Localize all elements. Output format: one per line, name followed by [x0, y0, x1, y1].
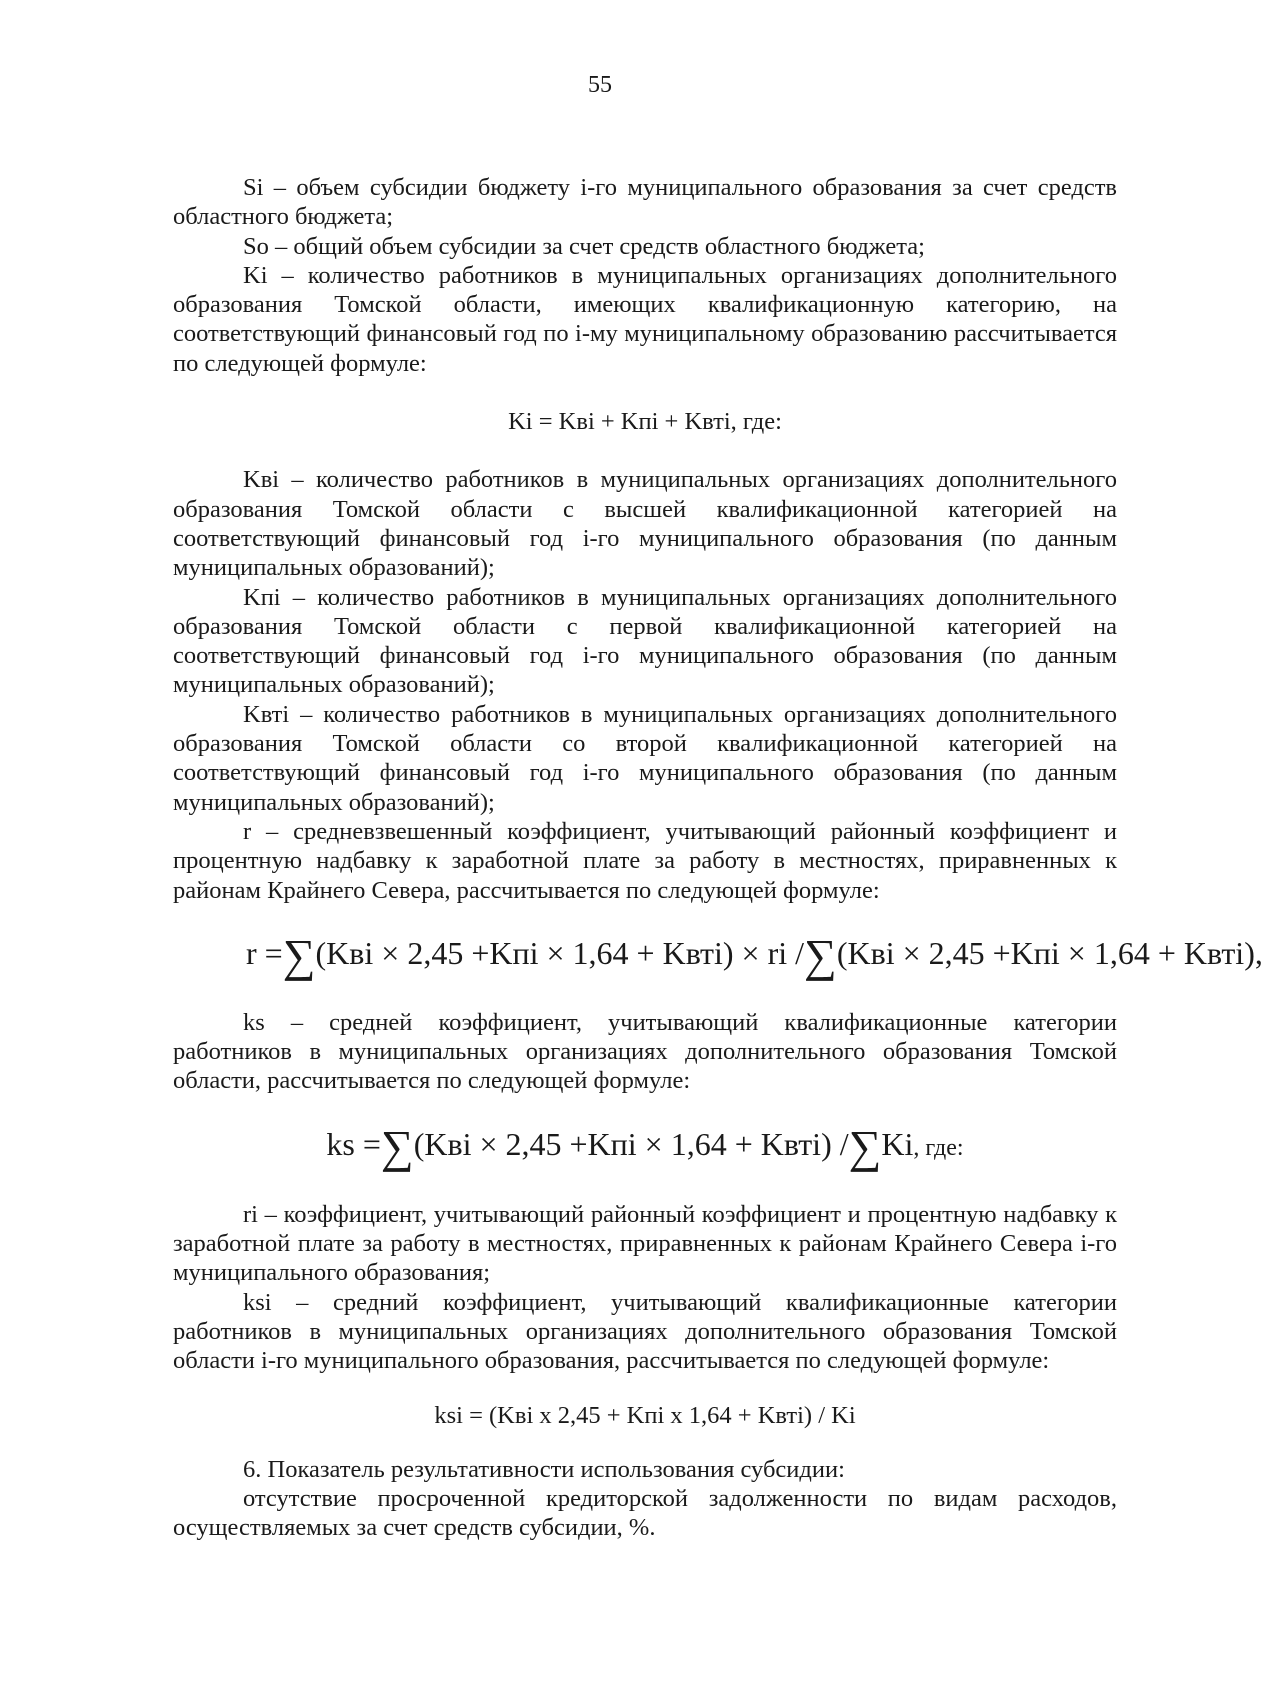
paragraph-kpi: Kпi – количество работников в муниципальных организациях дополнительного образования Томской области с первой квалификационной категорией на соответствующий финансовый год i-го муниципального образования (по данным муниципальных образований);	[173, 583, 1117, 699]
formula-ks-where: , где:	[913, 1134, 964, 1161]
paragraph-kvi: Kвi – количество работников в муниципальных организациях дополнительного образования Томской области с высшей квалификационной категорией на соответствующий финансовый год i-го муниципального образования (по данным муниципальных образований);	[173, 466, 1117, 582]
paragraph-ks: ks – средней коэффициент, учитывающий квалификационные категории работников в муниципальных организациях дополнительного образования Томской области, рассчитывается по следующей формуле:	[173, 1008, 1117, 1095]
formula-ki: Ki = Kвi + Kпi + Kвтi, где:	[508, 408, 782, 436]
formula-r-denominator: (Kвi × 2,45 +Kпi × 1,64 + Kвтi),	[836, 934, 1263, 971]
paragraph-ri: ri – коэффициент, учитывающий районный коэффициент и процентную надбавку к заработной плате за работу в местностях, приравненных к районам Крайнего Севера i-го муниципального образования;	[173, 1200, 1117, 1287]
sum-symbol: ∑	[282, 929, 316, 981]
paragraph-so: So – общий объем субсидии за счет средств областного бюджета;	[243, 232, 925, 260]
sum-symbol: ∑	[848, 1120, 882, 1172]
paragraph-indicator-heading: 6. Показатель результативности использования субсидии:	[243, 1455, 845, 1483]
formula-ks-numerator: (Kвi × 2,45 +Kпi × 1,64 + Kвтi) /	[413, 1125, 849, 1162]
sum-symbol: ∑	[804, 929, 837, 981]
paragraph-si: Si – объем субсидии бюджету i-го муниципального образования за счет средств областного бюджета;	[173, 174, 1117, 231]
formula-ks	[173, 1120, 1117, 1172]
page-number: 55	[588, 72, 612, 98]
formula-ks-lhs: ks =	[326, 1125, 381, 1162]
formula-ks-denominator: Ki	[881, 1125, 914, 1162]
paragraph-ksi: ksi – средний коэффициент, учитывающий квалификационные категории работников в муниципальных организациях дополнительного образования Томской области i-го муниципального образования, рассчитывается по следующей формуле:	[173, 1288, 1117, 1375]
paragraph-ki: Ki – количество работников в муниципальных организациях дополнительного образования Томской области, имеющих квалификационную категорию, на соответствующий финансовый год по i-му муниципальному образованию рассчитывается по следующей формуле:	[173, 261, 1117, 377]
paragraph-indicator-text: отсутствие просроченной кредиторской задолженности по видам расходов, осуществляемых за счет средств субсидии, %.	[173, 1485, 1117, 1542]
document-body	[173, 173, 1263, 1543]
paragraph-kvti: Kвтi – количество работников в муниципальных организациях дополнительного образования Томской области со второй квалификационной категорией на соответствующий финансовый год i-го муниципального образования (по данным муниципальных образований);	[173, 700, 1117, 816]
formula-r-numerator: (Kвi × 2,45 +Kпi × 1,64 + Kвтi) × ri /	[315, 934, 805, 971]
formula-ksi: ksi = (Kвi x 2,45 + Kпi x 1,64 + Kвтi) / Ki	[434, 1401, 856, 1429]
formula-r	[173, 929, 1263, 981]
formula-r-lhs: r =	[246, 934, 283, 971]
sum-symbol: ∑	[380, 1120, 414, 1172]
paragraph-r: r – средневзвешенный коэффициент, учитывающий районный коэффициент и процентную надбавку к заработной плате за работу в местностях, приравненных к районам Крайнего Севера, рассчитывается по следующей формуле:	[173, 817, 1117, 904]
